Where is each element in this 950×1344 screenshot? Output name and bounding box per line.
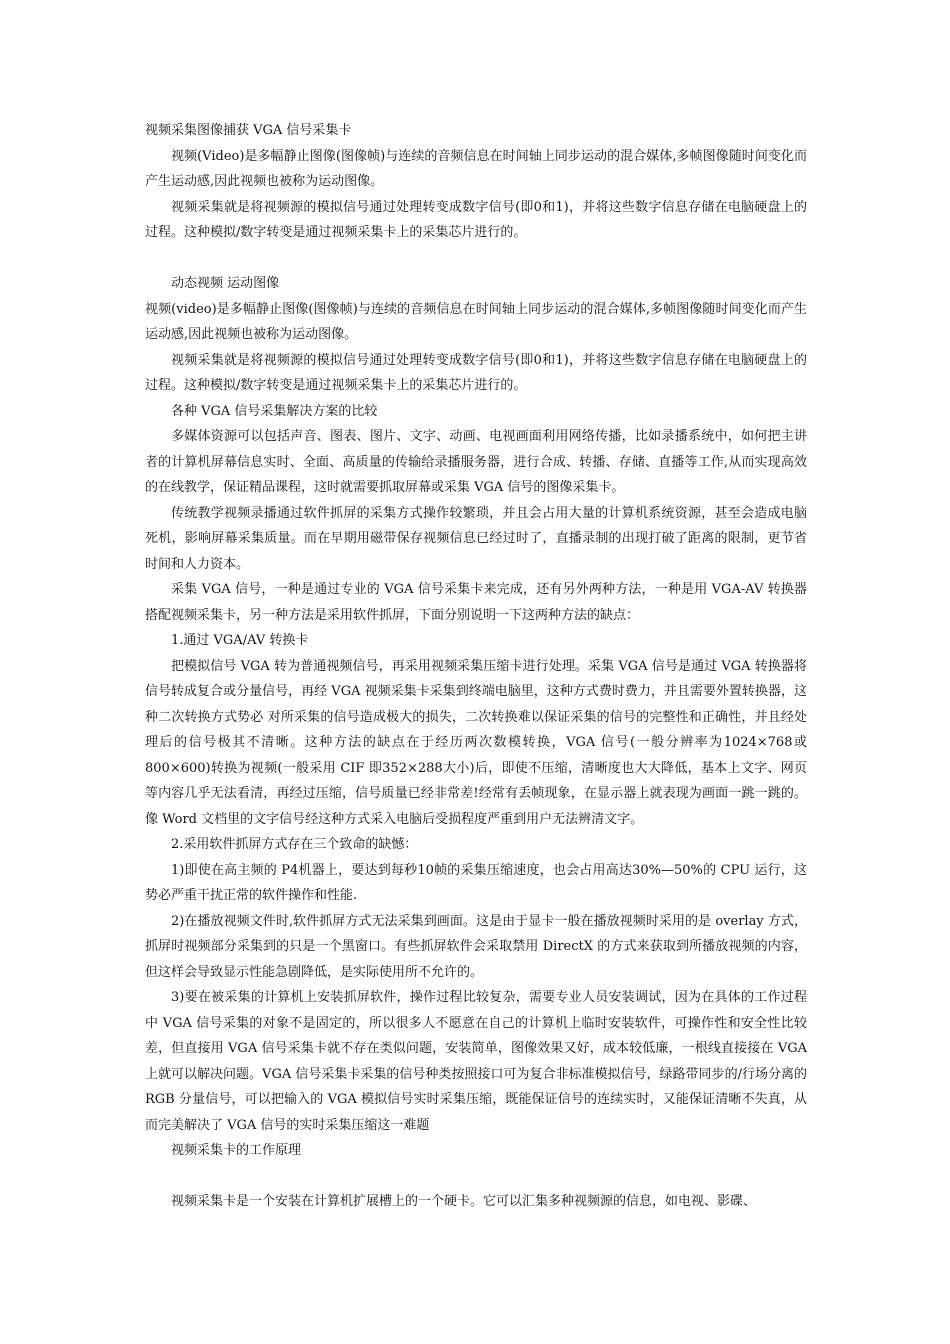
paragraph: 视频采集就是将视频源的模拟信号通过处理转变成数字信号(即0和1)，并将这些数字信息存储在电脑硬盘上的过程。这种模拟/数字转变是通过视频采集卡上的采集芯片进行的。 — [145, 199, 807, 240]
blank-line — [145, 246, 807, 272]
document-body — [145, 118, 807, 1215]
paragraph: 多媒体资源可以包括声音、图表、图片、文字、动画、电视画面利用网络传播，比如录播系统中，如何把主讲者的计算机屏幕信息实时、全面、高质量的传输给录播服务器，进行合成、转播、存储、直播等工作,从而实现高效的在线教学，保证精品课程，这时就需要抓取屏幕或采集 VGA 信号的图像采集卡。 — [145, 429, 807, 495]
section-heading: 1.通过 VGA/AV 转换卡 — [171, 633, 309, 648]
paragraph: 把模拟信号 VGA 转为普通视频信号，再采用视频采集压缩卡进行处理。采集 VGA 信号是通过 VGA 转换器将信号转成复合或分量信号，再经 VGA 视频采集卡采集到终端电脑里，这种方式费时费力，并且需要外置转换器，这种二次转换方式势必 对所采集的信号造成极大的损失，二次转换难以保证采集的信号的完整性和正确性，并且经处理后的信号极其不清晰。这种方法的缺点在于经历两次数模转换，VGA 信号(一般分辨率为1024×768或800×600)转换为视频(一般采用 CIF 即352×288大小)后，即使不压缩，清晰度也大大降低，基本上文字、网页等内容几乎无法看清，再经过压缩，信号质量已经非常差!经常有丢帧现象，在显示器上就表现为画面一跳一跳的。像 Word 文档里的文字信号经这种方式采入电脑后受损程度严重到用户无法辨清文字。 — [145, 658, 807, 827]
section-heading: 视频采集卡的工作原理 — [171, 1143, 302, 1158]
paragraph: 采集 VGA 信号，一种是通过专业的 VGA 信号采集卡来完成，还有另外两种方法，一种是用 VGA-AV 转换器搭配视频采集卡，另一种方法是采用软件抓屏，下面分别说明一下这两种方法的缺点： — [145, 582, 807, 623]
section-heading: 各种 VGA 信号采集解决方案的比较 — [171, 403, 378, 419]
paragraph: 传统教学视频录播通过软件抓屏的采集方式操作较繁琐，并且会占用大量的计算机系统资源，甚至会造成电脑死机，影响屏幕采集质量。而在早期用磁带保存视频信息已经过时了，直播录制的出现打破了距离的限制，更节省时间和人力资本。 — [145, 505, 807, 572]
paragraph: 视频(Video)是多幅静止图像(图像帧)与连续的音频信息在时间轴上同步运动的混合媒体,多帧图像随时间变化而产生运动感,因此视频也被称为运动图像。 — [145, 148, 807, 189]
section-heading: 2.采用软件抓屏方式存在三个致命的缺憾： — [171, 837, 418, 852]
paragraph: 视频采集就是将视频源的模拟信号通过处理转变成数字信号(即0和1)，并将这些数字信息存储在电脑硬盘上的过程。这种模拟/数字转变是通过视频采集卡上的采集芯片进行的。 — [145, 352, 807, 393]
document-title: 视频采集图像捕获 VGA 信号采集卡 — [145, 123, 352, 138]
list-item: 2)在播放视频文件时,软件抓屏方式无法采集到画面。这是由于显卡一般在播放视频时采用的是 overlay 方式，抓屏时视频部分采集到的只是一个黑窗口。有些抓屏软件会采取禁用 DirectX 的方式来获取到所播放视频的内容，但这样会导致显示性能急剧降低，是实际使用所不允许的。 — [145, 913, 807, 980]
paragraph: 视频(video)是多幅静止图像(图像帧)与连续的音频信息在时间轴上同步运动的混合媒体,多帧图像随时间变化而产生运动感,因此视频也被称为运动图像。 — [145, 301, 807, 342]
section-heading: 动态视频 运动图像 — [171, 276, 280, 291]
list-item: 3)要在被采集的计算机上安装抓屏软件，操作过程比较复杂，需要专业人员安装调试，因为在具体的工作过程中 VGA 信号采集的对象不是固定的，所以很多人不愿意在自己的计算机上临时安装软件，可操作性和安全性比较差，但直接用 VGA 信号采集卡就不存在类似问题，安装简单，图像效果又好，成本较低廉，一根线直接接在 VGA 上就可以解决问题。VGA 信号采集卡采集的信号种类按照接口可为复合非标准模拟信号，绿路带同步的/行场分离的 RGB 分量信号，可以把输入的 VGA 模拟信号实时采集压缩，既能保证信号的连续实时，又能保证清晰不失真，从而完美解决了 VGA 信号的实时采集压缩这一难题 — [145, 990, 807, 1133]
blank-line — [145, 1164, 807, 1190]
paragraph: 视频采集卡是一个安装在计算机扩展槽上的一个硬卡。它可以汇集多种视频源的信息，如电视、影碟、 — [171, 1194, 757, 1209]
list-item: 1)即使在高主频的 P4机器上，要达到每秒10帧的采集压缩速度，也会占用高达30%—50%的 CPU 运行，这势必严重干扰正常的软件操作和性能. — [145, 862, 807, 903]
